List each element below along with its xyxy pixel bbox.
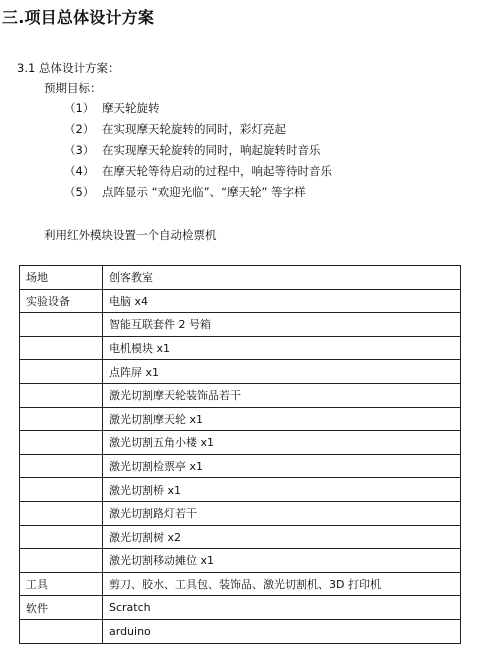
category-cell bbox=[20, 336, 103, 360]
table-row bbox=[20, 289, 461, 313]
table-row bbox=[20, 336, 461, 360]
item-cell: 激光切割移动摊位 x1 bbox=[103, 549, 461, 573]
item-cell: 激光切割桥 x1 bbox=[103, 478, 461, 502]
item-cell: arduino bbox=[103, 619, 461, 643]
category-cell: 工具 bbox=[20, 572, 103, 596]
category-cell bbox=[20, 407, 103, 431]
item-cell: 激光切割摩天轮装饰品若干 bbox=[103, 383, 461, 407]
item-cell: 电机模块 x1 bbox=[103, 336, 461, 360]
category-cell bbox=[20, 525, 103, 549]
category-cell: 实验设备 bbox=[20, 289, 103, 313]
goal-item bbox=[64, 163, 332, 184]
table-row bbox=[20, 431, 461, 455]
goal-text: 在实现摩天轮旋转的同时，彩灯亮起 bbox=[102, 122, 286, 136]
table-row bbox=[20, 619, 461, 643]
category-cell bbox=[20, 454, 103, 478]
goal-label: 预期目标： bbox=[44, 81, 102, 95]
goal-item bbox=[64, 121, 332, 142]
section-heading: 3.1 总体设计方案： bbox=[17, 61, 120, 75]
item-cell: 创客教室 bbox=[103, 266, 461, 290]
table-row bbox=[20, 572, 461, 596]
category-cell: 软件 bbox=[20, 596, 103, 620]
item-cell: 剪刀、胶水、工具包、装饰品、激光切割机、3D 打印机 bbox=[103, 572, 461, 596]
goal-number: （3） bbox=[64, 143, 95, 157]
category-cell bbox=[20, 478, 103, 502]
table-row bbox=[20, 525, 461, 549]
goal-text: 摩天轮旋转 bbox=[102, 101, 160, 115]
table-row bbox=[20, 407, 461, 431]
category-cell bbox=[20, 431, 103, 455]
item-cell: 点阵屏 x1 bbox=[103, 360, 461, 384]
equipment-table bbox=[19, 265, 461, 644]
item-cell: 激光切割摩天轮 x1 bbox=[103, 407, 461, 431]
category-cell bbox=[20, 383, 103, 407]
category-cell bbox=[20, 549, 103, 573]
item-cell: 激光切割检票亭 x1 bbox=[103, 454, 461, 478]
item-cell: Scratch bbox=[103, 596, 461, 620]
goal-number: （4） bbox=[64, 164, 95, 178]
category-cell bbox=[20, 501, 103, 525]
goal-item bbox=[64, 100, 332, 121]
table-row bbox=[20, 478, 461, 502]
intro-text: 利用红外模块设置一个自动检票机 bbox=[44, 228, 217, 242]
goal-text: 点阵显示 “欢迎光临”、“摩天轮” 等字样 bbox=[102, 185, 306, 199]
item-cell: 激光切割树 x2 bbox=[103, 525, 461, 549]
page-title: 三.项目总体设计方案 bbox=[2, 8, 155, 27]
table-row bbox=[20, 596, 461, 620]
item-cell: 智能互联套件 2 号箱 bbox=[103, 313, 461, 337]
goal-item bbox=[64, 184, 332, 205]
category-cell: 场地 bbox=[20, 266, 103, 290]
table-row bbox=[20, 360, 461, 384]
goal-number: （2） bbox=[64, 122, 95, 136]
item-cell: 激光切割路灯若干 bbox=[103, 501, 461, 525]
goal-text: 在实现摩天轮旋转的同时，响起旋转时音乐 bbox=[102, 143, 321, 157]
item-cell: 激光切割五角小楼 x1 bbox=[103, 431, 461, 455]
table-row bbox=[20, 549, 461, 573]
item-cell: 电脑 x4 bbox=[103, 289, 461, 313]
table-row bbox=[20, 501, 461, 525]
goal-number: （5） bbox=[64, 185, 95, 199]
table-row bbox=[20, 454, 461, 478]
category-cell bbox=[20, 360, 103, 384]
goal-item bbox=[64, 142, 332, 163]
goal-number: （1） bbox=[64, 101, 95, 115]
goal-list bbox=[64, 100, 332, 205]
category-cell bbox=[20, 313, 103, 337]
table-row bbox=[20, 313, 461, 337]
table-row bbox=[20, 383, 461, 407]
category-cell bbox=[20, 619, 103, 643]
table-row bbox=[20, 266, 461, 290]
goal-text: 在摩天轮等待启动的过程中，响起等待时音乐 bbox=[102, 164, 332, 178]
